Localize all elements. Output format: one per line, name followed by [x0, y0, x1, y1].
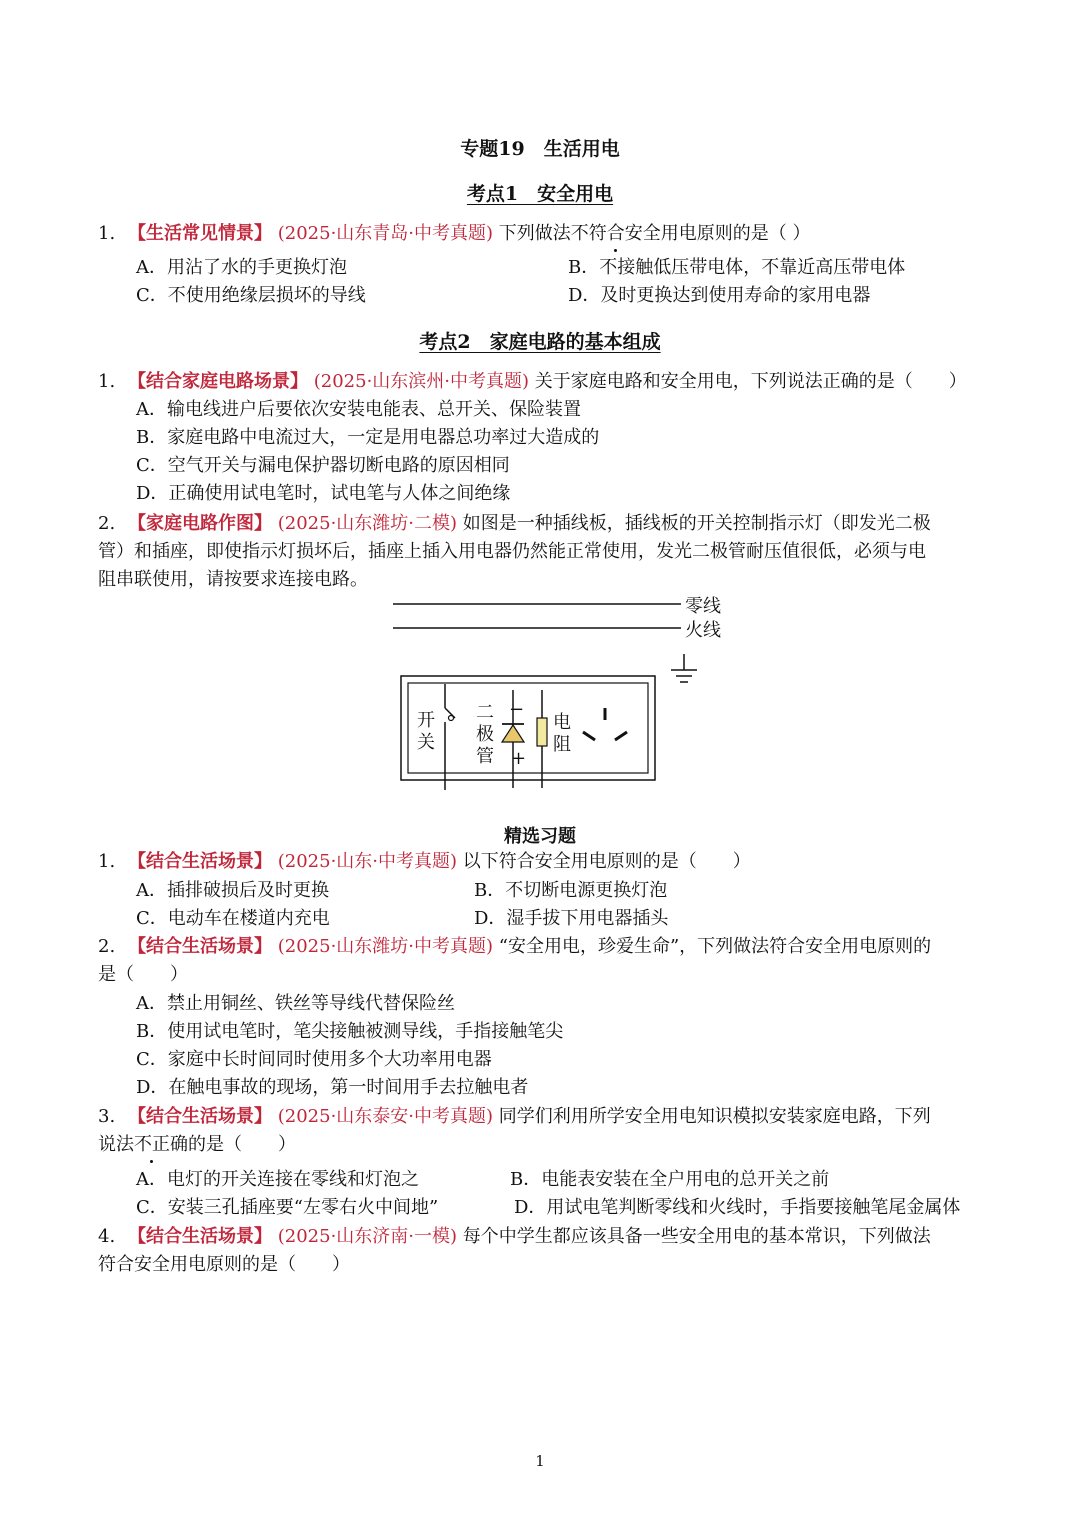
question-text: 以下符合安全用电原则的是（ ）: [462, 851, 751, 872]
question-number: 4.: [98, 1226, 116, 1247]
question-stem: [98, 512, 931, 536]
option-c: C．家庭中长时间同时使用多个大功率用电器: [136, 1049, 492, 1070]
question-source: (2025·山东潍坊·二模): [277, 513, 458, 534]
switch-label: 开: [417, 710, 435, 731]
question-text-line: 符合安全用电原则的是（ ）: [98, 1254, 350, 1275]
question-number: 2.: [98, 936, 116, 957]
question-text: “安全用电，珍爱生命”，下列做法符合安全用电原则的: [498, 936, 932, 957]
question-source: (2025·山东·中考真题): [277, 851, 458, 872]
power-strip-inner-frame: [408, 683, 648, 773]
option-b: B．不切断电源更换灯泡: [474, 880, 668, 901]
question-number: 1.: [98, 223, 116, 244]
diode-label: 极: [476, 724, 494, 745]
option-c: C．电动车在楼道内充电: [136, 908, 330, 929]
question-text: 下列做法不符合安全用电原则的是（ ）: [498, 223, 811, 244]
neutral-label: 零线: [685, 596, 721, 617]
question-text-line: 阻串联使用，请按要求连接电路。: [98, 569, 368, 590]
three-pin-socket-symbol: [583, 708, 627, 740]
question-stem: [98, 222, 811, 246]
option-b: B．家庭电路中电流过大，一定是用电器总功率过大造成的: [136, 427, 600, 448]
section-heading-3: 精选习题: [504, 826, 576, 847]
question-text-line: 管）和插座，即使指示灯损坏后，插座上插入用电器仍然能正常使用，发光二极管耐压值很低，必须与电: [98, 541, 926, 562]
resistor-label: 阻: [553, 734, 571, 755]
question-stem: [98, 1225, 931, 1249]
question-number: 2.: [98, 513, 116, 534]
question-number: 3.: [98, 1106, 116, 1127]
option-d: D．用试电笔判断零线和火线时，手指要接触笔尾金属体: [514, 1197, 961, 1218]
question-tag: 【结合生活场景】: [128, 1106, 272, 1127]
option-c: C．安装三孔插座要“左零右火中间地”: [136, 1197, 439, 1218]
question-number: 1.: [98, 371, 116, 392]
option-d: D．在触电事故的现场，第一时间用手去拉触电者: [136, 1077, 529, 1098]
section-heading-1-text: 考点1 安全用电: [466, 183, 614, 205]
question-source: (2025·山东泰安·中考真题): [277, 1106, 494, 1127]
circuit-diagram: [385, 590, 745, 790]
option-a: A．插排破损后及时更换: [136, 880, 329, 901]
emphasis-dot: [614, 249, 617, 252]
question-tag: 【结合生活场景】: [128, 851, 272, 872]
option-c: C．空气开关与漏电保护器切断电路的原因相同: [136, 455, 510, 476]
resistor-label: 电: [553, 712, 571, 733]
diode-plus-sign: +: [511, 748, 527, 769]
option-a: A．用沾了水的手更换灯泡: [136, 257, 347, 278]
ground-symbol: [671, 654, 697, 682]
question-source: (2025·山东滨州·中考真题): [313, 371, 530, 392]
option-b: B．使用试电笔时，笔尖接触被测导线，手指接触笔尖: [136, 1021, 564, 1042]
option-a: A．电灯的开关连接在零线和灯泡之: [136, 1169, 419, 1190]
question-text: 如图是一种插线板，插线板的开关控制指示灯（即发光二极: [462, 513, 931, 534]
question-number: 1.: [98, 851, 116, 872]
question-tag: 【家庭电路作图】: [128, 513, 272, 534]
option-b: B．不接触低压带电体，不靠近高压带电体: [568, 257, 906, 278]
power-strip-outer-frame: [401, 676, 655, 780]
question-text: 每个中学生都应该具备一些安全用电的基本常识，下列做法: [462, 1226, 931, 1247]
diode-minus-sign: −: [509, 699, 525, 720]
question-stem: [98, 850, 751, 874]
diode-label: 管: [476, 746, 494, 767]
option-d: D．正确使用试电笔时，试电笔与人体之间绝缘: [136, 483, 511, 504]
option-b: B．电能表安装在全户用电的总开关之前: [510, 1169, 830, 1190]
question-text: 关于家庭电路和安全用电，下列说法正确的是（ ）: [534, 371, 967, 392]
switch-symbol: [445, 684, 455, 790]
question-tag: 【结合生活场景】: [128, 1226, 272, 1247]
question-text: 同学们利用所学安全用电知识模拟安装家庭电路，下列: [498, 1106, 931, 1127]
switch-label: 关: [417, 732, 435, 753]
question-stem: [98, 1105, 931, 1129]
question-stem: [98, 935, 931, 959]
question-text-line: 是（ ）: [98, 964, 188, 985]
option-c: C．不使用绝缘层损坏的导线: [136, 285, 366, 306]
document-title: 专题19 生活用电: [460, 138, 620, 160]
question-stem: [98, 370, 967, 394]
question-tag: 【生活常见情景】: [128, 223, 272, 244]
page-number: 1: [535, 1452, 545, 1470]
emphasis-dot: [150, 1160, 153, 1163]
live-label: 火线: [685, 620, 721, 641]
question-source: (2025·山东潍坊·中考真题): [277, 936, 494, 957]
section-heading-2: [0, 327, 1080, 354]
section-heading-1: [0, 179, 1080, 206]
question-tag: 【结合家庭电路场景】: [128, 371, 308, 392]
option-a: A．禁止用铜丝、铁丝等导线代替保险丝: [136, 993, 455, 1014]
option-d: D．及时更换达到使用寿命的家用电器: [568, 285, 871, 306]
diode-label: 二: [476, 702, 494, 723]
question-text-line: 说法不正确的是（ ）: [98, 1134, 296, 1155]
option-d: D．湿手拔下用电器插头: [474, 908, 669, 929]
question-source: (2025·山东青岛·中考真题): [277, 223, 494, 244]
section-heading-2-text: 考点2 家庭电路的基本组成: [419, 331, 661, 353]
question-source: (2025·山东济南·一模): [277, 1226, 458, 1247]
question-tag: 【结合生活场景】: [128, 936, 272, 957]
option-a: A．输电线进户后要依次安装电能表、总开关、保险装置: [136, 399, 581, 420]
